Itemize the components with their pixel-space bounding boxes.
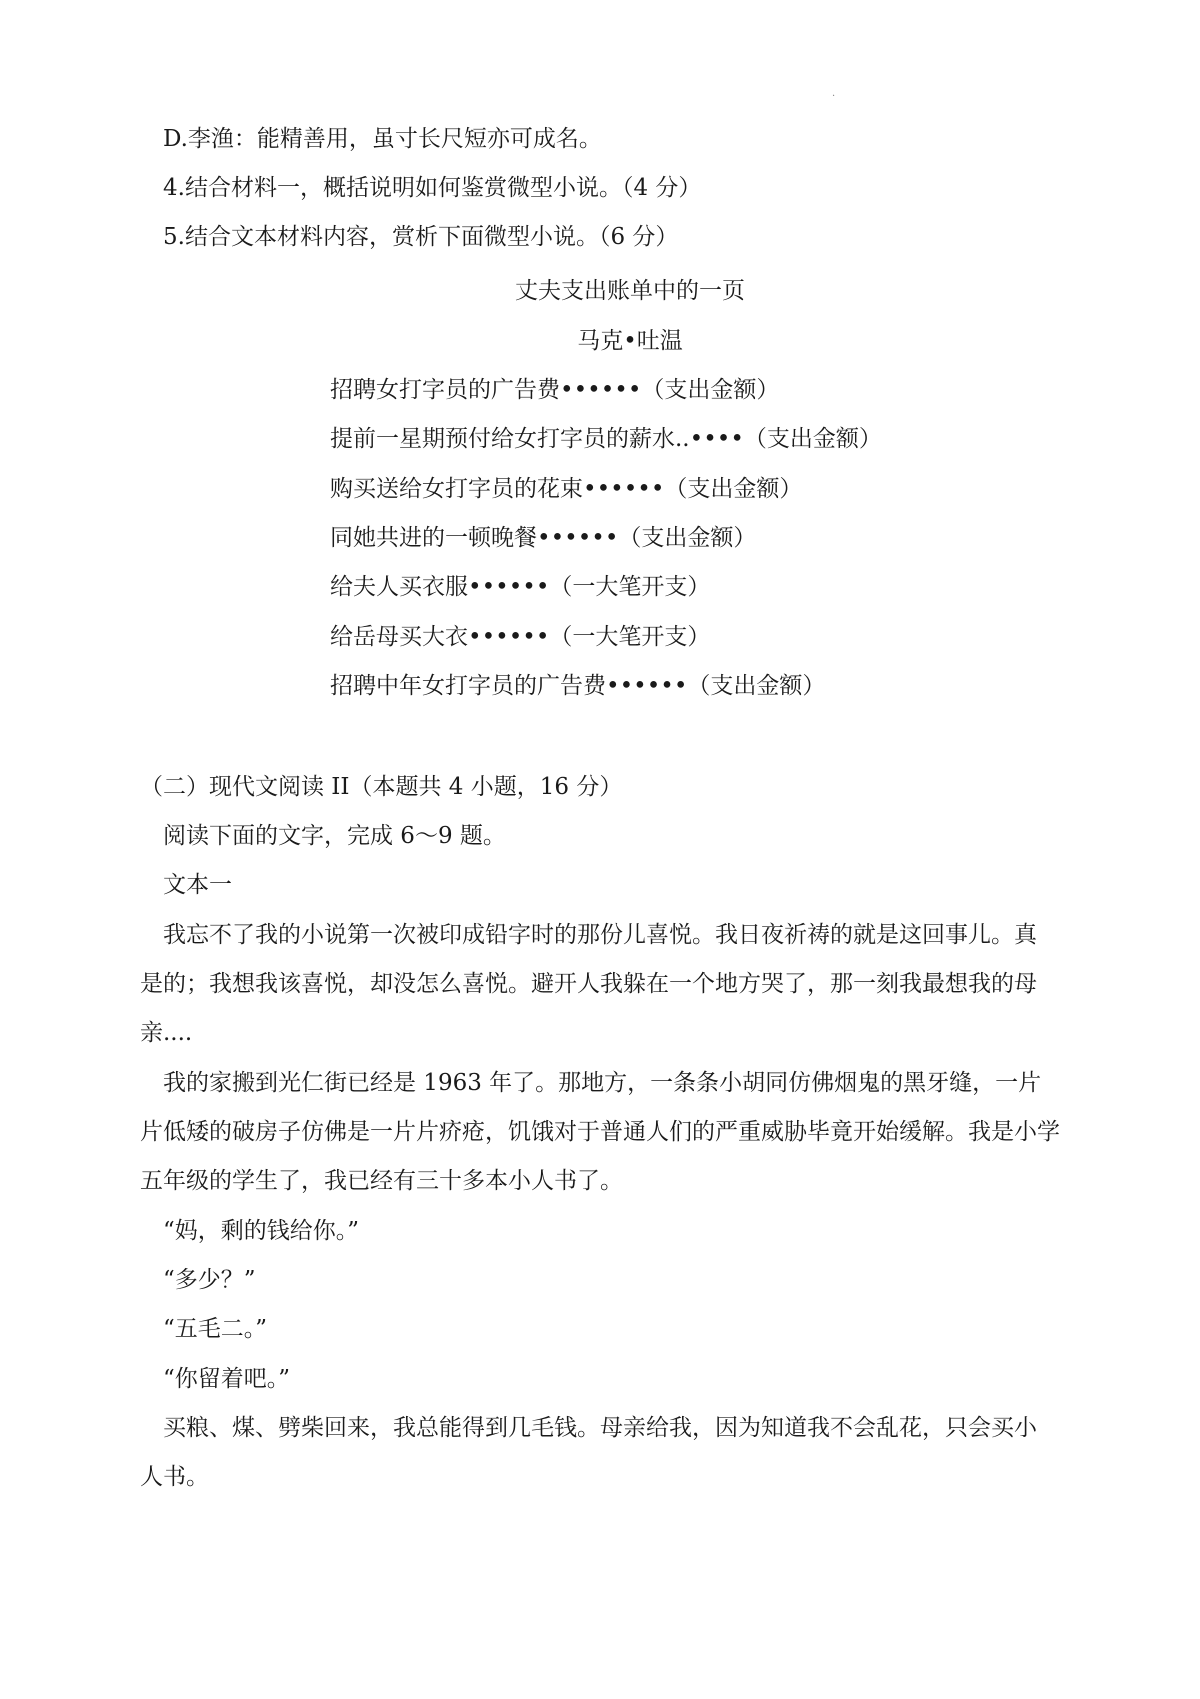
bill-item: 招聘女打字员的广告费••••••（支出金额） <box>330 377 780 403</box>
paragraph-line: 我忘不了我的小说第一次被印成铅字时的那份儿喜悦。我日夜祈祷的就是这回事儿。真 <box>163 922 1037 948</box>
paragraph-line: 是的；我想我该喜悦，却没怎么喜悦。避开人我躲在一个地方哭了，那一刻我最想我的母 <box>140 971 1037 997</box>
bill-item: 同她共进的一顿晚餐••••••（支出金额） <box>330 525 757 551</box>
paragraph-line: 买粮、煤、劈柴回来，我总能得到几毛钱。母亲给我，因为知道我不会乱花，只会买小 <box>163 1415 1037 1441</box>
story-author: 马克•吐温 <box>577 328 683 354</box>
question-4: 4.结合材料一，概括说明如何鉴赏微型小说。（4 分） <box>163 175 702 201</box>
bill-item: 给岳母买大衣••••••（一大笔开支） <box>330 624 711 650</box>
bill-item: 提前一星期预付给女打字员的薪水..••••（支出金额） <box>330 426 882 452</box>
paragraph-line: 片低矮的破房子仿佛是一片片疥疮，饥饿对于普通人们的严重威胁毕竟开始缓解。我是小学 <box>140 1119 1060 1145</box>
dialogue-line: “妈，剩的钱给你。” <box>163 1218 360 1244</box>
bill-item: 给夫人买衣服••••••（一大笔开支） <box>330 574 711 600</box>
story-title: 丈夫支出账单中的一页 <box>515 278 745 304</box>
question-5: 5.结合文本材料内容，赏析下面微型小说。（6 分） <box>163 224 679 250</box>
paragraph-line: 亲.... <box>140 1020 193 1046</box>
section-instruction: 阅读下面的文字，完成 6～9 题。 <box>163 823 506 849</box>
section-heading: （二）现代文阅读 II（本题共 4 小题，16 分） <box>140 774 623 800</box>
dialogue-line: “五毛二。” <box>163 1316 268 1342</box>
text-label: 文本一 <box>163 872 232 898</box>
page-speck: · <box>832 91 836 102</box>
option-d: D.李渔：能精善用，虽寸长尺短亦可成名。 <box>163 126 602 152</box>
paragraph-line: 我的家搬到光仁街已经是 1963 年了。那地方，一条条小胡同仿佛烟鬼的黑牙缝，一片 <box>163 1070 1042 1096</box>
bill-item: 招聘中年女打字员的广告费••••••（支出金额） <box>330 673 826 699</box>
dialogue-line: “多少？” <box>163 1267 256 1293</box>
dialogue-line: “你留着吧。” <box>163 1366 291 1392</box>
paragraph-line: 五年级的学生了，我已经有三十多本小人书了。 <box>140 1168 623 1194</box>
paragraph-line: 人书。 <box>140 1464 209 1490</box>
bill-item: 购买送给女打字员的花束••••••（支出金额） <box>330 476 803 502</box>
